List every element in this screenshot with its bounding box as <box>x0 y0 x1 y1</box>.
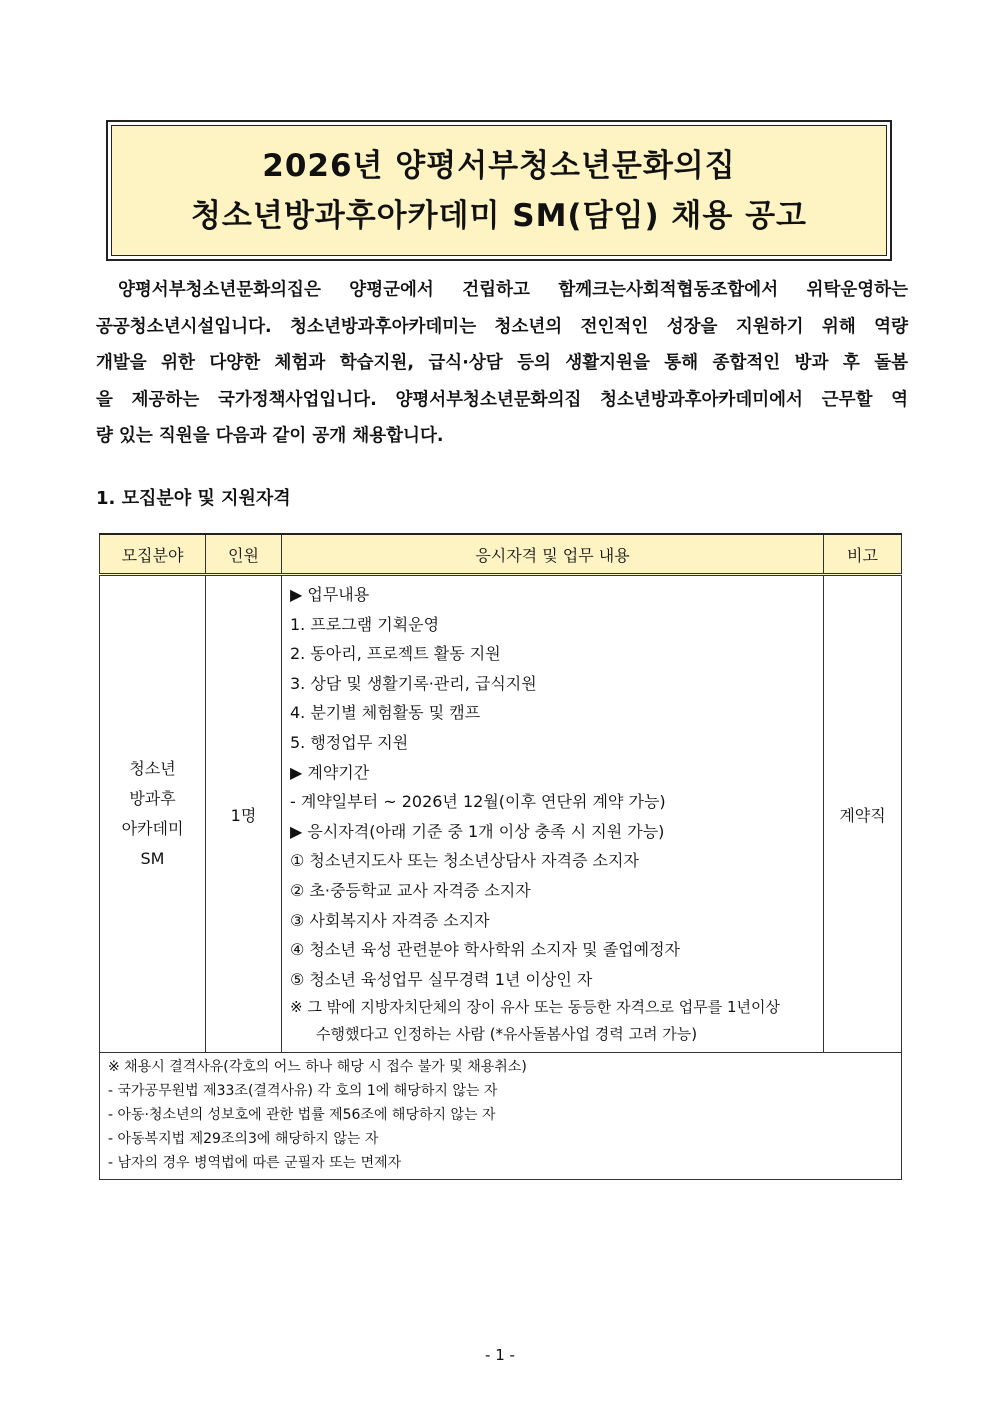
disqualification-line: ※ 채용시 결격사유(각호의 어느 하나 해당 시 접수 불가 및 채용취소) <box>108 1059 527 1076</box>
table-header-row <box>100 534 902 575</box>
duty-line: ※ 그 밖에 지방자치단체의 장이 유사 또는 동등한 자격으로 업무를 1년이상 <box>290 998 781 1017</box>
field-line: SM <box>140 849 165 869</box>
duty-line: ▶ 업무내용 <box>290 585 370 604</box>
intro-line: 양평서부청소년문화의집은 양평군에서 건립하고 함께크는사회적협동조합에서 위탁운영하는 <box>118 280 908 300</box>
duty-line: ④ 청소년 육성 관련분야 학사학위 소지자 및 졸업예정자 <box>290 940 680 960</box>
duty-line: ▶ 응시자격(아래 기준 중 1개 이상 충족 시 지원 가능) <box>290 821 665 841</box>
header-field: 모집분야 <box>100 534 206 575</box>
cell-note: 계약직 <box>824 575 902 1053</box>
cell-field <box>100 575 206 1053</box>
title-box-inner <box>111 125 887 256</box>
intro-line: 개발을 위한 다양한 체험과 학습지원, 급식·상담 등의 생활지원을 통해 종합적인 방과 후 돌봄 <box>96 353 908 373</box>
duty-line: 3. 상담 및 생활기록·관리, 급식지원 <box>290 673 537 693</box>
disqualification-line: - 남자의 경우 병역법에 따른 군필자 또는 면제자 <box>108 1155 402 1172</box>
header-note: 비고 <box>824 534 902 575</box>
duty-line: 2. 동아리, 프로젝트 활동 지원 <box>290 644 501 664</box>
intro-line: 량 있는 직원을 다음과 같이 공개 채용합니다. <box>96 426 444 446</box>
title-line-2: 청소년방과후아카데미 SM(담임) 채용 공고 <box>190 197 808 234</box>
header-count: 인원 <box>206 534 282 575</box>
duty-line: - 계약일부터 ~ 2026년 12월(이후 연단위 계약 가능) <box>290 792 666 812</box>
field-line: 방과후 <box>129 789 176 809</box>
cell-duty <box>282 575 824 1053</box>
duty-line: ▶ 계약기간 <box>290 762 370 782</box>
field-line: 아카데미 <box>121 819 184 839</box>
duty-line: ③ 사회복지사 자격증 소지자 <box>290 910 490 930</box>
duty-line: 5. 행정업무 지원 <box>290 732 409 752</box>
section-heading-recruitment: 1. 모집분야 및 지원자격 <box>96 488 291 509</box>
duty-line: 4. 분기별 체험활동 및 캠프 <box>290 703 481 723</box>
disqualification-line: - 아동복지법 제29조의3에 해당하지 않는 자 <box>108 1131 379 1148</box>
table-row-disqualification <box>100 1053 902 1180</box>
intro-line: 을 제공하는 국가정책사업입니다. 양평서부청소년문화의집 청소년방과후아카데미에서 근무할 역 <box>96 389 908 410</box>
duty-line: 수행했다고 인정하는 사람 (*유사돌봄사업 경력 고려 가능) <box>316 1025 698 1044</box>
cell-disqualification <box>100 1053 902 1180</box>
header-duty: 응시자격 및 업무 내용 <box>282 534 824 575</box>
title-box <box>106 120 892 261</box>
intro-paragraph <box>96 272 908 455</box>
page-number: - 1 - <box>485 1346 515 1364</box>
disqualification-line: - 국가공무원법 제33조(결격사유) 각 호의 1에 해당하지 않는 자 <box>108 1083 498 1100</box>
recruitment-table <box>99 533 902 1180</box>
title-line-1: 2026년 양평서부청소년문화의집 <box>262 147 736 184</box>
duty-line: 1. 프로그램 기획운영 <box>290 614 440 634</box>
cell-count: 1명 <box>206 575 282 1053</box>
duty-line: ① 청소년지도사 또는 청소년상담사 자격증 소지자 <box>290 851 639 871</box>
disqualification-line: - 아동·청소년의 성보호에 관한 법률 제56조에 해당하지 않는 자 <box>108 1107 496 1124</box>
intro-line: 공공청소년시설입니다. 청소년방과후아카데미는 청소년의 전인적인 성장을 지원하기 위해 역량 <box>96 316 908 337</box>
duty-line: ② 초·중등학교 교사 자격증 소지자 <box>290 880 531 900</box>
table-row <box>100 575 902 1053</box>
field-line: 청소년 <box>129 759 176 779</box>
duty-line: ⑤ 청소년 육성업무 실무경력 1년 이상인 자 <box>290 969 593 989</box>
